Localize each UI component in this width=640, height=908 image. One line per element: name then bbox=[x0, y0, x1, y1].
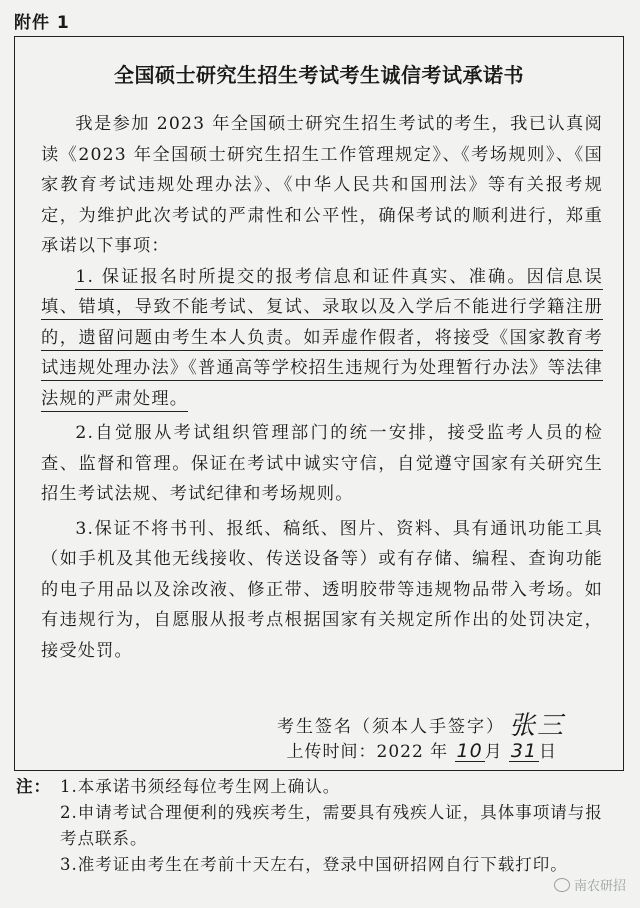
wechat-icon bbox=[554, 878, 570, 892]
handwritten-signature: 张三 bbox=[508, 711, 565, 741]
note-row bbox=[16, 774, 616, 800]
pledge-frame bbox=[14, 36, 624, 771]
upload-day: 31 bbox=[510, 740, 538, 762]
document-title: 全国硕士研究生招生考试考生诚信考试承诺书 bbox=[114, 63, 524, 87]
watermark bbox=[554, 875, 626, 894]
pledge-item-2: 2.自觉服从考试组织管理部门的统一安排，接受监考人员的检查、监督和管理。保证在考试中诚实守信，自觉遵守国家有关研究生招生考试法规、考试纪律和考场规则。 bbox=[41, 423, 603, 504]
pledge-item-1 bbox=[41, 262, 603, 415]
intro-paragraph: 我是参加 2023 年全国硕士研究生招生考试的考生，我已认真阅读《2023 年全国硕士研究生招生工作管理规定》、《考场规则》、《国家教育考试违规处理办法》、《中华人民共和国刑法》等有关报考规定，为维护此次考试的严肃性和公平性，确保考试的顺利进行，郑重承诺以下事项： bbox=[41, 114, 603, 256]
upload-month: 10 bbox=[456, 740, 483, 762]
notes-section bbox=[16, 774, 616, 878]
signature-label: 考生签名（须本人手签字） bbox=[276, 717, 505, 737]
watermark-text: 南农研招 bbox=[573, 879, 626, 894]
note-item: 1.本承诺书须经每位考生网上确认。 bbox=[60, 777, 341, 796]
notes-label: 注： bbox=[16, 777, 51, 796]
day-unit: 日 bbox=[539, 742, 557, 762]
upload-time bbox=[287, 737, 557, 762]
pledge-body bbox=[41, 109, 603, 666]
pledge-item-1-text: 1. 保证报名时所提交的报考信息和证件真实、准确。因信息误填、错填，导致不能考试、复试、录取以及入学后不能进行学籍注册的，遗留问题由考生本人负责。如弄虚作假者，将接受《国家教育考试违规处理办法》《普通高等学校招生违规行为处理暂行办法》等法律法规的严肃处理。 bbox=[41, 267, 603, 412]
note-row bbox=[16, 852, 616, 878]
note-row bbox=[16, 800, 616, 852]
upload-label: 上传时间：2022 年 bbox=[286, 742, 449, 762]
month-unit: 月 bbox=[484, 742, 503, 762]
pledge-item-3: 3.保证不将书刊、报纸、稿纸、图片、资料、具有通讯功能工具（如手机及其他无线接收、传送设备等）或有存储、编程、查询功能的电子用品以及涂改液、修正带、透明胶带等违规物品带入考场。如有违规行为，自愿服从报考点根据国家有关规定所作出的处罚决定，接受处罚。 bbox=[41, 518, 603, 661]
note-item: 3.准考证由考生在考前十天左右，登录中国研招网自行下载打印。 bbox=[60, 855, 568, 874]
attachment-label: 附件 1 bbox=[14, 13, 70, 33]
note-item: 2.申请考试合理便利的残疾考生，需要具有残疾人证，具体事项请与报考点联系。 bbox=[60, 803, 603, 848]
